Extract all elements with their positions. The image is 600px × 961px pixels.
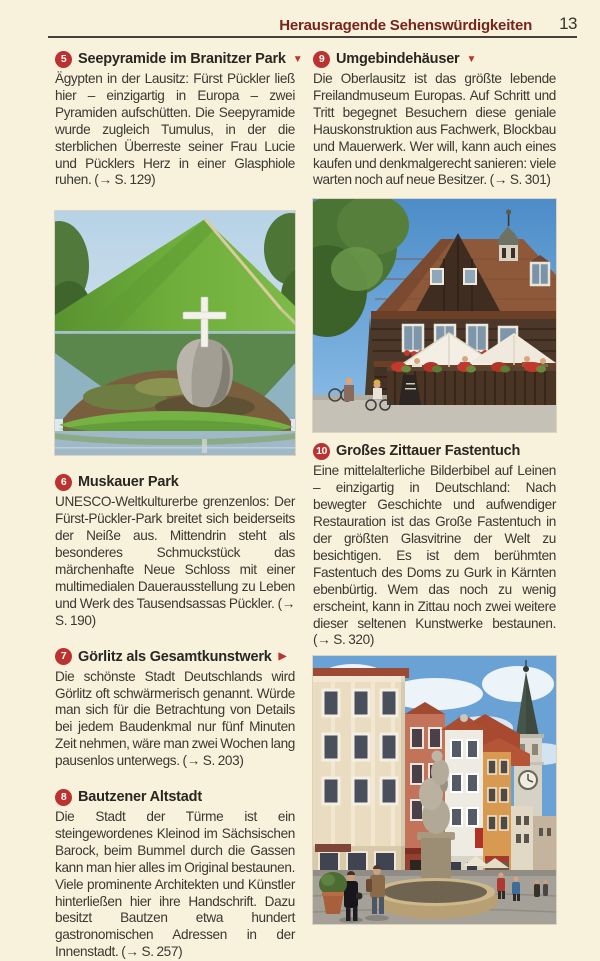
entry-title: Großes Zittauer Fastentuch: [336, 443, 521, 460]
entry-bautzen: [55, 788, 295, 961]
entry-number-badge: 7: [55, 648, 72, 665]
entry-heading: [55, 648, 295, 666]
entry-fastentuch: [313, 442, 556, 649]
right-column: [313, 50, 556, 924]
entry-muskauer-park: [55, 473, 295, 629]
entry-seepyramide: [55, 50, 303, 189]
entry-title: Bautzener Altstadt: [78, 789, 202, 806]
page-header-title: Herausragende Sehenswürdigkeiten: [279, 17, 533, 34]
entry-body: Die Stadt der Türme ist ein steingewordenes Kleinod im Sächsischen Barock, beim Bummel durch die Gassen kann man hier alles im Original bestaunen. Viele prominente Architekten und Künstler hinterließen hier ihre Handschrift. Dazu besitzt Bautzen etwa hundert gastronomischen Adressen in der Innenstadt. (→ S. 257): [55, 809, 295, 960]
left-column: [55, 50, 303, 961]
entry-number-badge: 10: [313, 443, 330, 460]
entry-title: Görlitz als Gesamtkunstwerk: [78, 648, 272, 665]
entry-number-badge: 9: [313, 51, 330, 68]
entry-heading: [55, 50, 303, 68]
entry-heading: [313, 50, 556, 68]
seepyramide-photo: [55, 211, 295, 455]
goerlitz-street-photo: [313, 656, 556, 924]
triangle-down-icon: ▼: [292, 53, 303, 65]
entry-goerlitz: [55, 648, 295, 770]
entry-body: Die Oberlausitz ist das größte lebende Freilandmuseum Europas. Auf Schritt und Tritt begegnet Besuchern diese geniale Hauskonstruktion aus Fachwerk, Blockbau und Mauerwerk. Wer will, kann auch eines kaufen und denkmalgerecht sanieren: viele warten noch auf neue Besitzer. (→ S. 301): [313, 71, 556, 188]
entry-number-badge: 8: [55, 789, 72, 806]
entry-number-badge: 6: [55, 474, 72, 491]
seepyramide-photo-illustration: [55, 211, 295, 455]
umgebindehaus-photo: [313, 199, 556, 432]
page-number: 13: [559, 14, 577, 33]
triangle-right-icon: ▶: [278, 651, 287, 663]
entry-title: Umgebindehäuser: [336, 51, 460, 67]
entry-body: Ägypten in der Lausitz: Fürst Pückler ließ hier – einzigartig in Europa – zwei Pyramiden aufschütten. Die Seepyramide wurde zugleich Tumulus, in der die sterblichen Überreste seiner Frau Lucie und Pücklers Herz in einer Glasphiole ruhen. (→ S. 129): [55, 71, 295, 188]
entry-heading: [55, 473, 295, 491]
entry-title: Muskauer Park: [78, 474, 179, 491]
entry-heading: [55, 788, 295, 806]
umgebindehaus-photo-illustration: [313, 199, 556, 432]
entry-title: Seepyramide im Branitzer Park: [78, 51, 286, 67]
entry-body: Die schönste Stadt Deutschlands wird Görlitz oft schwärmerisch genannt. Würde man sich für die Betrachtung von Details bei jedem Baudenkmal nur fünf Minuten Zeit nehmen, wäre man zwei Wochen lang pausenlos unterwegs. (→ S. 203): [55, 668, 295, 769]
entry-body: UNESCO-Weltkulturerbe grenzenlos: Der Fürst-Pückler-Park breitet sich beiderseits der Neiße aus. Mittendrin steht als besonderes Schmuckstück das märchenhafte Neue Schloss mit einer multimedialen Dauerausstellung zu Leben und Werk des Tausendsassas Pückler. (→ S. 190): [55, 494, 295, 628]
entry-number-badge: 5: [55, 51, 72, 68]
goerlitz-street-photo-illustration: [313, 656, 556, 924]
entry-umgebindehaeuser: [313, 50, 556, 189]
page-header: [48, 0, 577, 38]
entry-heading: [313, 442, 556, 460]
entry-body: Eine mittelalterliche Bilderbibel auf Leinen – einzigartig in Deutschland: Nach bewegter Geschichte und aufwendiger Restauration ist das Große Fastentuch in der größten Glasvitrine der Welt zu besichtigen. Es ist dem berühmten Fastentuch des Doms zu Gurk in Kärnten ebenbürtig. Wem das noch zu wenig erscheint, kann in Zittau noch zwei weitere dieser seltenen Kunstwerke bestaunen. (→ S. 320): [313, 463, 556, 648]
triangle-down-icon: ▼: [466, 53, 477, 65]
